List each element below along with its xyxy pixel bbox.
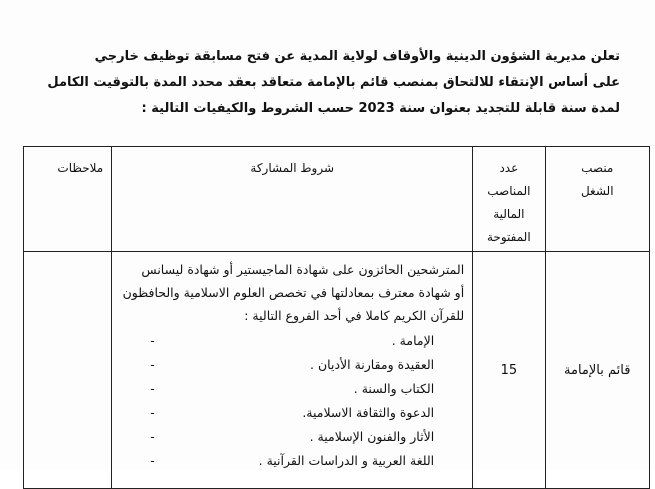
- branch-label: الدعوة والثقافة الاسلامية.: [302, 405, 435, 420]
- header-job-line-1: منصب: [581, 161, 614, 175]
- job-cell: قائم بالإمامة: [545, 252, 649, 489]
- header-notes-label: ملاحظات: [57, 161, 104, 175]
- header-notes: [24, 147, 112, 252]
- branches-list: [120, 329, 464, 473]
- list-item: - الأثار والفنون الإسلامية .: [150, 429, 435, 444]
- positions-count-cell: 15: [473, 252, 545, 489]
- header-conditions-label: شروط المشاركة: [250, 161, 335, 175]
- intro-line-1: تعلن مديرية الشؤون الدينية والأوقاف لولاية المدية عن فتح مسابقة توظيف خارجي: [94, 49, 620, 64]
- table-header-row: [24, 147, 650, 252]
- conditions-line-2: أو شهادة معترف بمعادلتها في تخصص العلوم الاسلامية والحافظون: [122, 285, 465, 300]
- branch-label: الإمامة .: [391, 333, 435, 348]
- header-count-line-3: المالية: [493, 207, 525, 221]
- header-job: [545, 147, 649, 252]
- list-item: - الإمامة .: [150, 333, 435, 348]
- branch-label: الكتاب والسنة .: [353, 381, 435, 396]
- header-count-line-4: المفتوحة: [487, 230, 531, 244]
- conditions-line-3: للقرآن الكريم كاملا في أحد الفروع التالية :: [244, 308, 465, 323]
- header-count: [473, 147, 545, 252]
- branch-label: اللغة العربية و الدراسات القرآنية .: [258, 453, 435, 468]
- list-item: - العقيدة ومقارنة الأديان .: [150, 357, 435, 372]
- list-item: - الكتاب والسنة .: [150, 381, 435, 396]
- header-conditions: [112, 147, 473, 252]
- list-item: - الدعوة والثقافة الاسلامية.: [150, 405, 435, 420]
- list-item: - اللغة العربية و الدراسات القرآنية .: [150, 453, 435, 468]
- intro-line-2: على أساس الإنتقاء للالتحاق بمنصب قائم بالإمامة متعاقد بعقد محدد المدة بالتوقيت الكامل: [47, 75, 620, 90]
- branch-label: العقيدة ومقارنة الأديان .: [310, 357, 435, 372]
- recruitment-table: [23, 146, 650, 489]
- conditions-line-1: المترشحين الحائزون على شهادة الماجيستير أو شهادة ليسانس: [141, 262, 465, 277]
- header-count-line-2: المناصب: [487, 184, 531, 198]
- branch-label: الأثار والفنون الإسلامية .: [309, 429, 435, 444]
- announcement-intro: [40, 44, 620, 122]
- conditions-cell: [112, 252, 473, 489]
- header-job-line-2: الشغل: [580, 184, 614, 198]
- intro-line-3: لمدة سنة قابلة للتجديد بعنوان سنة 2023 حسب الشروط والكيفيات التالية :: [141, 101, 620, 116]
- table-row: [24, 252, 650, 489]
- notes-cell: [24, 252, 112, 489]
- header-count-line-1: عدد: [499, 161, 519, 175]
